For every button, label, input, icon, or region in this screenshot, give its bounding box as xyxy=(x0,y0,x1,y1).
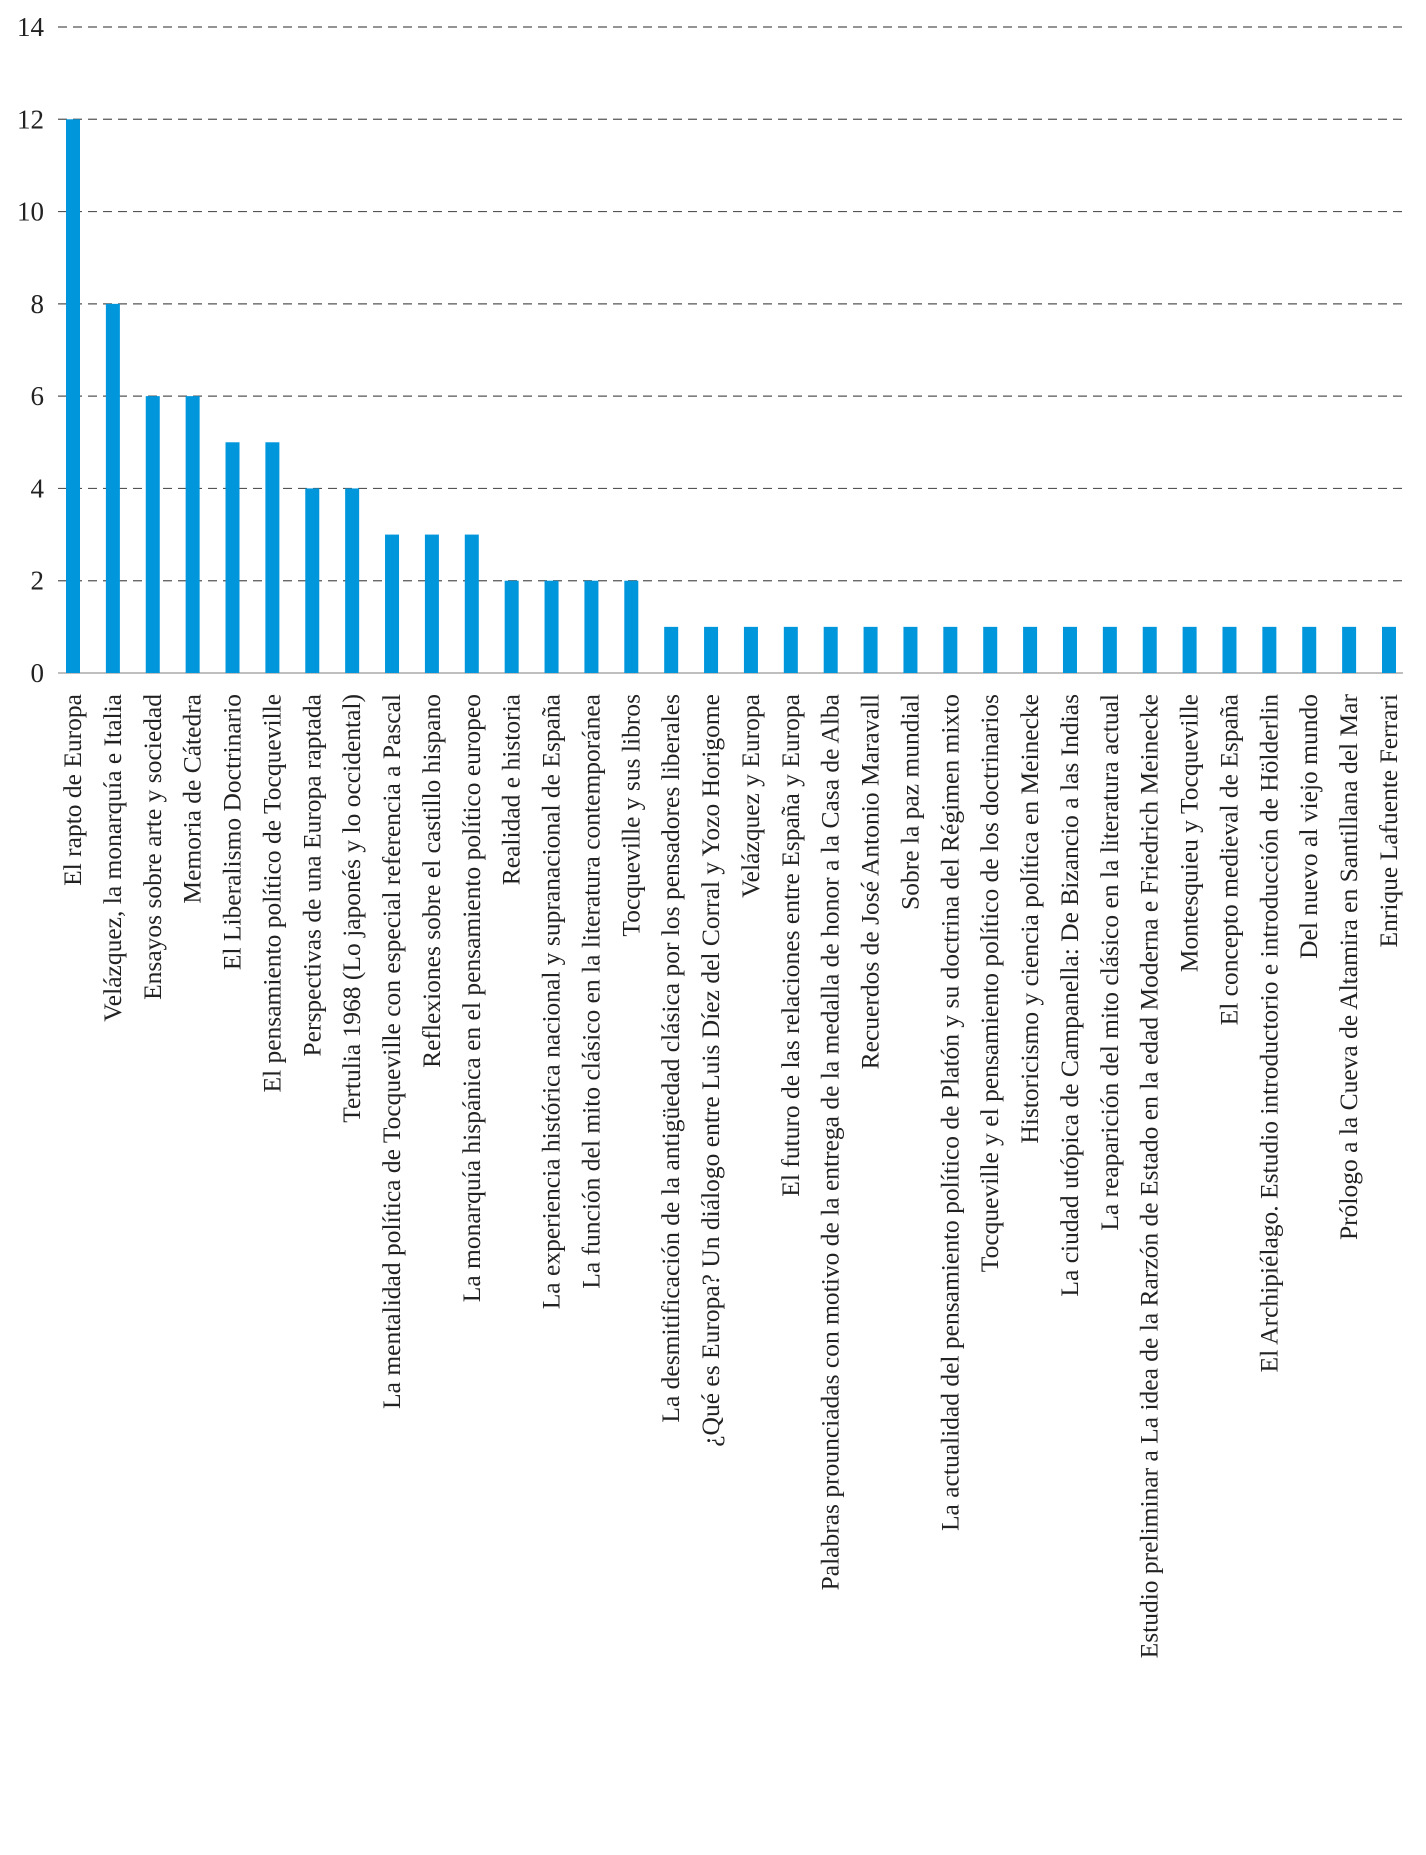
category-label: La mentalidad política de Tocqueville con especial referencia a Pascal xyxy=(377,694,407,1409)
bar xyxy=(146,396,160,673)
category-label: Estudio preliminar a La idea de la Rarzón de Estado en la edad Moderna e Friedrich Meinecke xyxy=(1134,694,1164,1659)
bar xyxy=(584,581,598,673)
y-axis-ticks xyxy=(17,12,45,688)
y-tick-label: 12 xyxy=(17,104,44,135)
category-label: Enrique Lafuente Ferrari xyxy=(1374,694,1403,948)
category-label: La reaparición del mito clásico en la literatura actual xyxy=(1094,694,1124,1231)
bar xyxy=(664,627,678,673)
category-label: Historicismo y ciencia política en Meinecke xyxy=(1015,694,1045,1144)
category-label: El rapto de Europa xyxy=(58,694,87,886)
bar xyxy=(465,535,479,673)
bar xyxy=(983,627,997,673)
y-tick-label: 2 xyxy=(30,565,44,596)
category-label: Realidad e historia xyxy=(496,694,526,886)
y-tick-label: 10 xyxy=(17,196,44,227)
y-tick-label: 4 xyxy=(30,473,44,504)
category-label: Sobre la paz mundial xyxy=(895,694,925,910)
bar xyxy=(704,627,718,673)
category-label: Recuerdos de José Antonio Maravall xyxy=(855,693,885,1070)
bar xyxy=(106,304,120,673)
category-label: Memoria de Cátedra xyxy=(177,694,207,904)
category-label: El Liberalismo Doctrinario xyxy=(217,694,247,971)
bar xyxy=(784,627,798,673)
bar xyxy=(226,442,240,673)
bar xyxy=(1342,627,1356,673)
bar xyxy=(545,581,559,673)
category-label: La desmitificación de la antigüedad clásica por los pensadores liberales xyxy=(656,694,686,1423)
category-label: La actualidad del pensamiento político de Platón y su doctrina del Régimen mixto xyxy=(935,693,965,1532)
y-tick-label: 8 xyxy=(30,288,44,319)
category-label: La función del mito clásico en la literatura contemporánea xyxy=(576,694,606,1289)
y-tick-label: 0 xyxy=(30,658,44,688)
category-label: Palabras prounciadas con motivo de la entrega de la medalla de honor a la Casa de Alba xyxy=(815,694,845,1591)
bar xyxy=(186,396,200,673)
category-label: El pensamiento político de Tocqueville xyxy=(257,694,287,1093)
category-label: La monarquía hispánica en el pensamiento político europeo xyxy=(456,694,486,1303)
y-tick-label: 6 xyxy=(30,381,44,412)
bars xyxy=(66,119,1396,673)
category-label: Prólogo a la Cueva de Altamira en Santillana del Mar xyxy=(1334,694,1364,1240)
bar xyxy=(1063,627,1077,673)
category-label: Del nuevo al viejo mundo xyxy=(1294,694,1324,959)
category-labels xyxy=(58,694,1403,1659)
bar xyxy=(385,535,399,673)
bar xyxy=(1302,627,1316,673)
bar xyxy=(824,627,838,673)
bar xyxy=(1143,627,1157,673)
y-tick-label: 14 xyxy=(17,12,44,42)
category-label: Velázquez, la monarquía e Italia xyxy=(97,694,127,1022)
category-label: El Archipiélago. Estudio introductorio e introducción de Hölderlin xyxy=(1254,694,1284,1373)
category-label: Montesquieu y Tocqueville xyxy=(1174,694,1204,973)
bar xyxy=(943,627,957,673)
bar xyxy=(1023,627,1037,673)
bar xyxy=(505,581,519,673)
bar xyxy=(1262,627,1276,673)
bar xyxy=(265,442,279,673)
category-label: Velázquez y Europa xyxy=(735,694,765,898)
bar xyxy=(744,627,758,673)
bar xyxy=(1183,627,1197,673)
category-label: Ensayos sobre arte y sociedad xyxy=(137,694,167,1000)
category-label: Tocqueville y el pensamiento político de los doctrinarios xyxy=(975,694,1005,1273)
bar xyxy=(305,488,319,673)
category-label: Tocqueville y sus libros xyxy=(616,694,646,937)
category-label: ¿Qué es Europa? Un diálogo entre Luis Díez del Corral y Yozo Horigome xyxy=(696,693,726,1447)
gridlines xyxy=(58,27,1403,673)
bar xyxy=(1382,627,1396,673)
category-label: Perspectivas de una Europa raptada xyxy=(297,694,327,1057)
bar xyxy=(864,627,878,673)
bar xyxy=(425,535,439,673)
bar xyxy=(624,581,638,673)
category-label: La ciudad utópica de Campanella: De Bizancio a las Indias xyxy=(1054,694,1084,1297)
bar xyxy=(1222,627,1236,673)
category-label: La experiencia histórica nacional y supranacional de España xyxy=(536,693,566,1310)
category-label: El concepto medieval de España xyxy=(1214,694,1244,1026)
category-label: Tertulia 1968 (Lo japonés y lo occidental) xyxy=(337,694,367,1123)
bar xyxy=(1103,627,1117,673)
bar xyxy=(345,488,359,673)
bar xyxy=(903,627,917,673)
category-label: El futuro de las relaciones entre España y Europa xyxy=(775,693,805,1197)
bar xyxy=(66,119,80,673)
category-label: Reflexiones sobre el castillo hispano xyxy=(416,694,446,1068)
